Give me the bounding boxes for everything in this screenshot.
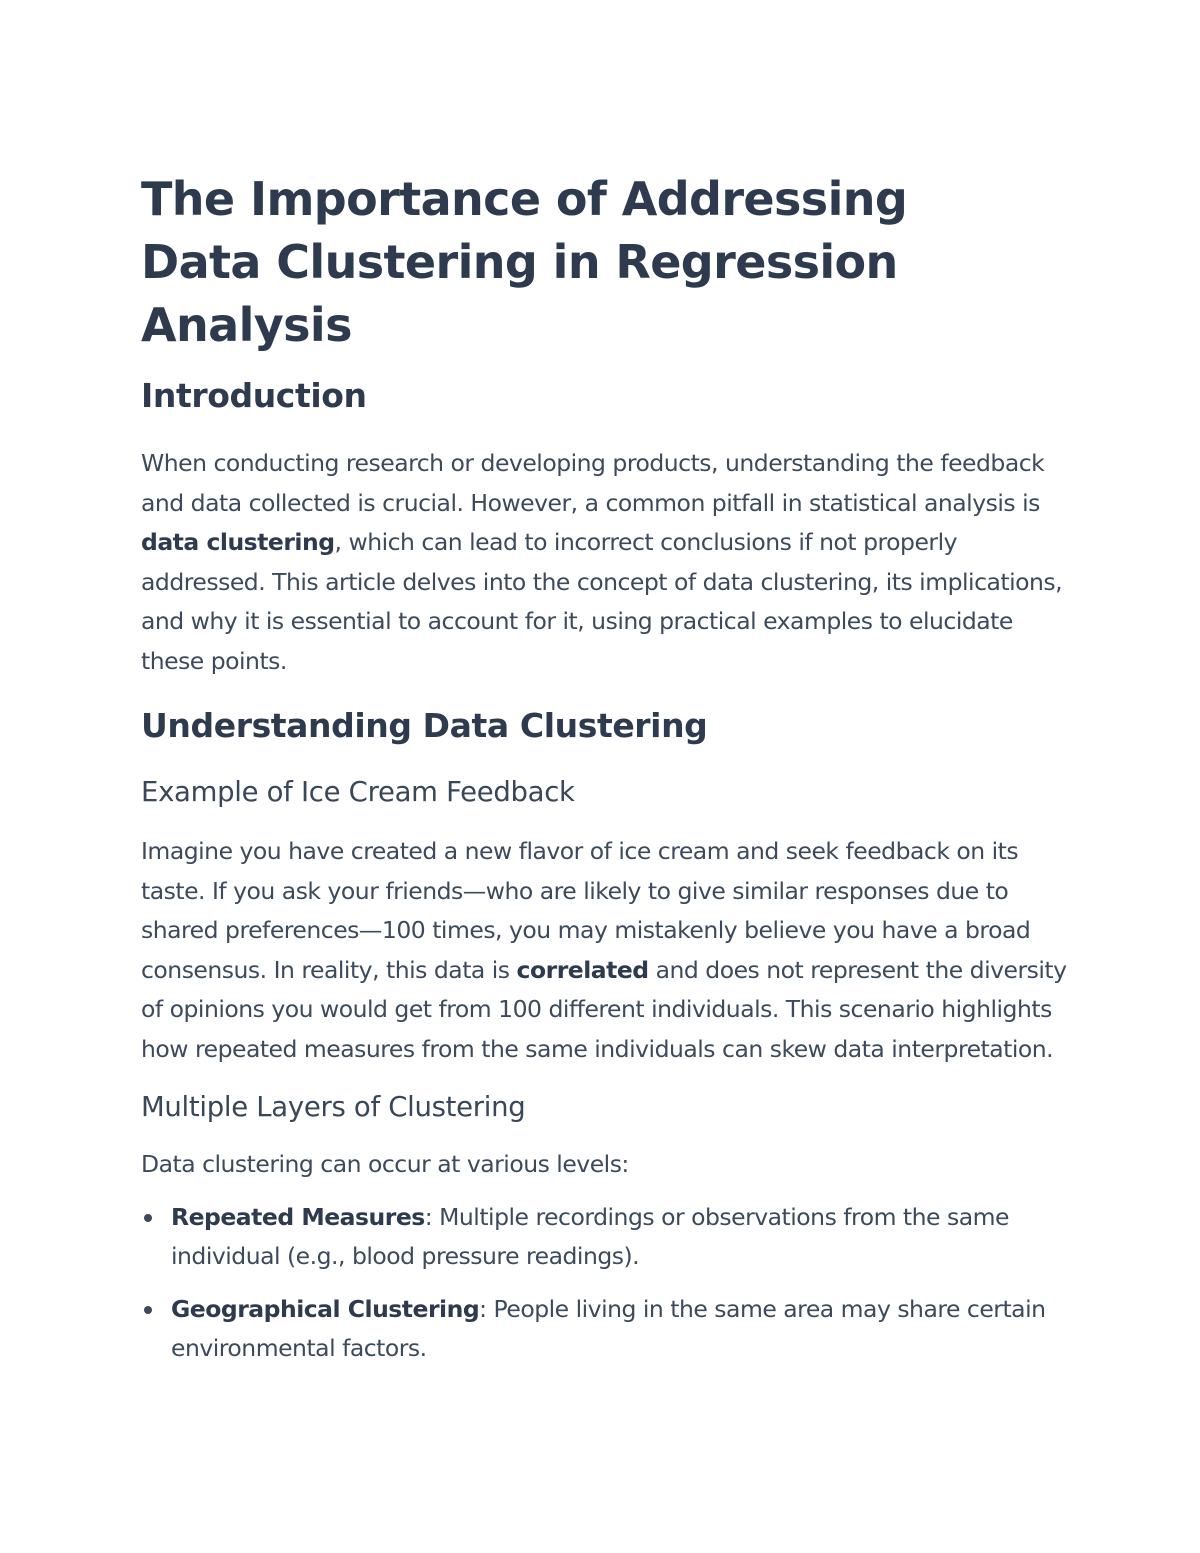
bullet-icon	[144, 1306, 152, 1314]
list-item	[141, 1290, 1071, 1369]
introduction-text-b: , which can lead to incorrect conclusions if not properly addressed. This article delves into the concept of data clustering, its implications, and why it is essential to account for it, using practical examples to elucidate these points.	[141, 528, 1063, 675]
document-page	[141, 168, 1071, 1369]
subheading-multiple-layers: Multiple Layers of Clustering	[141, 1091, 526, 1123]
clustering-levels-list	[141, 1198, 1071, 1369]
term-data-clustering: data clustering	[141, 528, 335, 556]
list-item-text: : Multiple recordings or observations from the same individual (e.g., blood pressure readings).	[171, 1202, 1009, 1270]
section-heading-introduction: Introduction	[141, 376, 367, 415]
page-title: The Importance of Addressing Data Clustering in Regression Analysis	[141, 172, 908, 352]
term-correlated: correlated	[516, 955, 649, 984]
list-item-term: Repeated Measures	[171, 1202, 425, 1231]
introduction-paragraph	[141, 444, 1071, 681]
section-heading-understanding: Understanding Data Clustering	[141, 706, 708, 745]
ice-cream-text-a: Imagine you have created a new flavor of ice cream and seek feedback on its taste. If you ask your friends—who are likely to give similar responses due to shared preferences—100 times, you may mistakenly believe you have a broad consensus. In reality, this data is	[141, 837, 1031, 984]
list-item-text: : People living in the same area may share certain environmental factors.	[171, 1294, 1046, 1362]
subheading-ice-cream-example: Example of Ice Cream Feedback	[141, 776, 575, 808]
bullet-icon	[144, 1214, 152, 1222]
list-item-term: Geographical Clustering	[171, 1294, 480, 1323]
ice-cream-paragraph	[141, 832, 1071, 1069]
introduction-text-a: When conducting research or developing products, understanding the feedback and data collected is crucial. However, a common pitfall in statistical analysis is	[141, 449, 1045, 517]
layers-intro: Data clustering can occur at various levels:	[141, 1150, 629, 1178]
list-item	[141, 1198, 1071, 1277]
ice-cream-text-b: and does not represent the diversity of opinions you would get from 100 different individuals. This scenario highlights how repeated measures from the same individuals can skew data interpretation.	[141, 955, 1067, 1063]
